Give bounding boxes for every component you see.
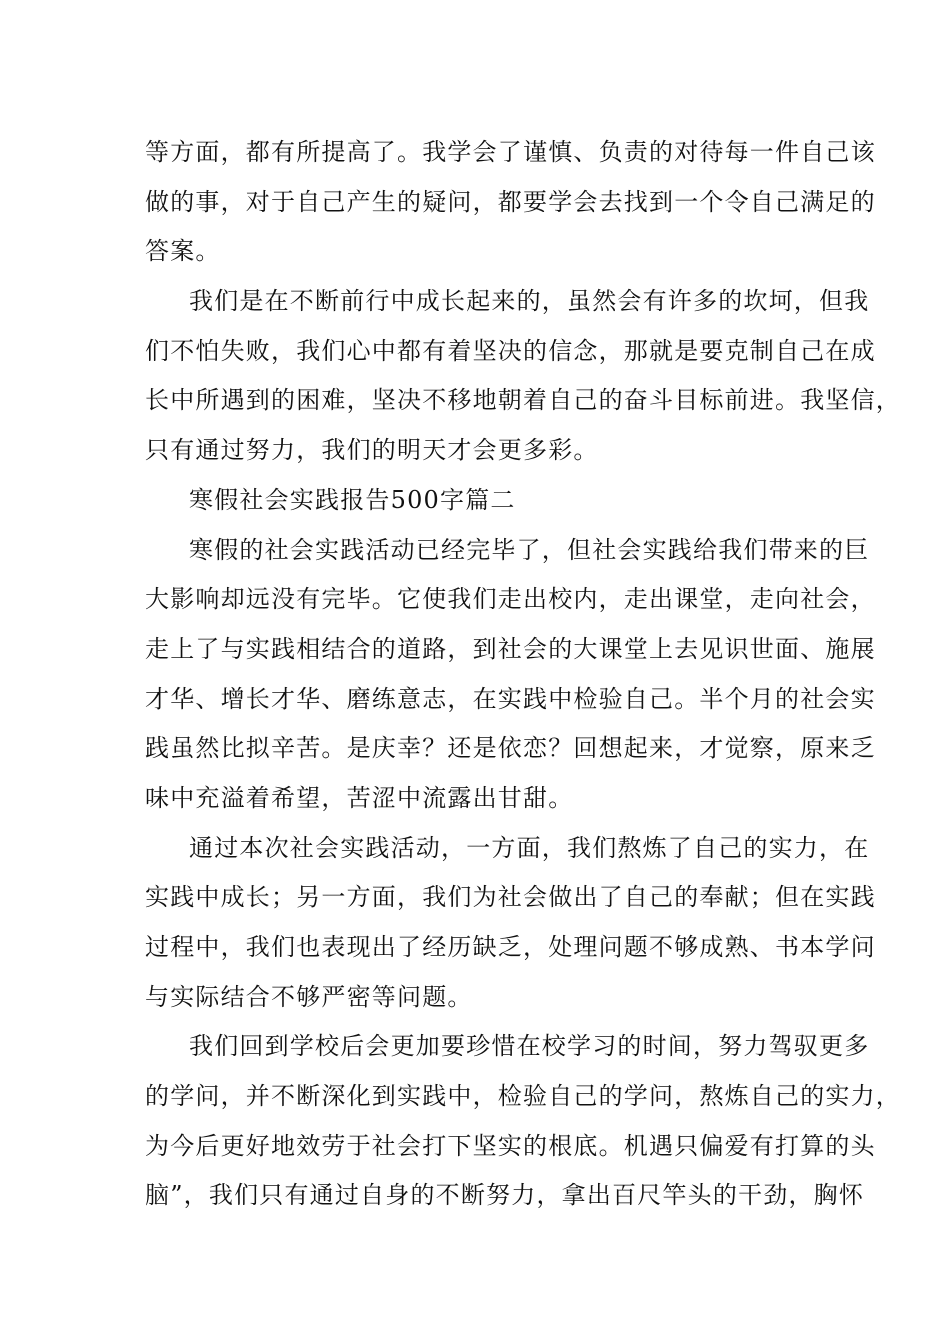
paragraph-first-line: 我们是在不断前行中成长起来的，虽然会有许多的坎坷，但我 <box>189 287 870 316</box>
text-line: 走上了与实践相结合的道路，到社会的大课堂上去见识世面、施展 <box>145 634 876 663</box>
text-line: 大影响却远没有完毕。它使我们走出校内，走出课堂，走向社会， <box>145 585 876 614</box>
section-heading: 寒假社会实践报告500字篇二 <box>189 485 516 514</box>
text-line: 过程中，我们也表现出了经历缺乏，处理问题不够成熟、书本学问 <box>145 933 876 961</box>
text-line: 脑”，我们只有通过自身的不断努力，拿出百尺竿头的干劲，胸怀 <box>145 1181 865 1210</box>
text-line: 等方面，都有所提高了。我学会了谨慎、负责的对待每一件自己该 <box>145 138 876 166</box>
text-line: 们不怕失败，我们心中都有着坚决的信念，那就是要克制自己在成 <box>145 336 876 365</box>
text-line: 与实际结合不够严密等问题。 <box>145 982 473 1011</box>
text-line: 答案。 <box>145 237 221 266</box>
text-line: 才华、增长才华、磨练意志，在实践中检验自己。半个月的社会实 <box>145 684 876 713</box>
text-line: 的学问，并不断深化到实践中，检验自己的学问，熬炼自己的实力， <box>145 1082 901 1111</box>
text-line: 长中所遇到的困难，坚决不移地朝着自己的奋斗目标前进。我坚信， <box>145 386 901 415</box>
text-line: 做的事，对于自己产生的疑问，都要学会去找到一个令自己满足的 <box>145 187 876 216</box>
text-line: 践虽然比拟辛苦。是庆幸？还是依恋？回想起来，才觉察，原来乏 <box>145 734 876 763</box>
paragraph-first-line: 通过本次社会实践活动，一方面，我们熬炼了自己的实力，在 <box>189 833 870 862</box>
text-line: 只有通过努力，我们的明天才会更多彩。 <box>145 436 599 465</box>
paragraph-first-line: 我们回到学校后会更加要珍惜在校学习的时间，努力驾驭更多 <box>189 1032 870 1061</box>
text-line: 实践中成长；另一方面，我们为社会做出了自己的奉献；但在实践 <box>145 883 876 912</box>
document-body <box>145 128 901 1221</box>
paragraph-first-line: 寒假的社会实践活动已经完毕了，但社会实践给我们带来的巨 <box>189 535 870 564</box>
text-line: 味中充溢着希望，苦涩中流露出甘甜。 <box>145 783 574 812</box>
text-line: 为今后更好地效劳于社会打下坚实的根底。机遇只偏爱有打算的头 <box>145 1131 876 1160</box>
